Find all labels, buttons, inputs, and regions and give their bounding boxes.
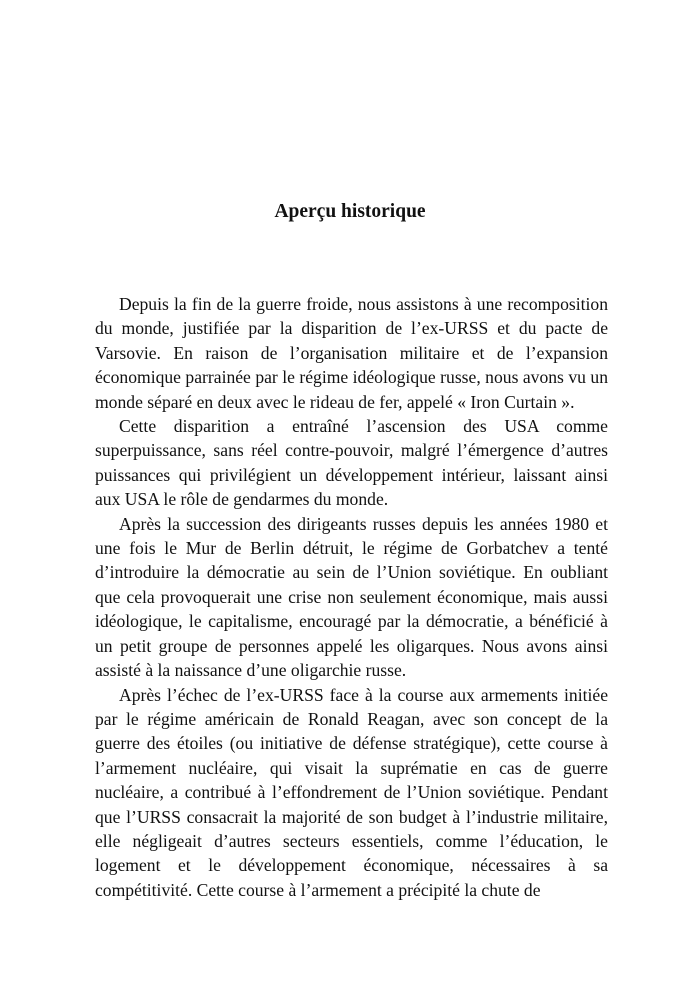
paragraph-2: Cette disparition a entraîné l’ascension des USA comme superpuissance, sans réel contre-pouvoir, malgré l’émergence d’autres puissances qui privilégient un développement intérieur, laissant ainsi aux USA le rôle de gendarmes du monde. xyxy=(95,416,608,510)
paragraph-1: Depuis la fin de la guerre froide, nous assistons à une recomposition du monde, justifiée par la disparition de l’ex-URSS et du pacte de Varsovie. En raison de l’organisation militaire et de l’expansion économique parrainée par le régime idéologique russe, nous avons vu un monde séparé en deux avec le rideau de fer, appelé « Iron Curtain ». xyxy=(95,294,608,412)
page-title: Aperçu historique xyxy=(274,201,426,222)
body-text xyxy=(95,292,608,902)
paragraph-3: Après la succession des dirigeants russes depuis les années 1980 et une fois le Mur de Berlin détruit, le régime de Gorbatchev a tenté d’introduire la démocratie au sein de l’Union soviétique. En oubliant que cela provoquerait une crise non seulement économique, mais aussi idéologique, le capitalisme, encouragé par la démocratie, a bénéficié à un petit groupe de personnes appelé les oligarques. Nous avons ainsi assisté à la naissance d’une oligarchie russe. xyxy=(95,513,608,681)
paragraph-4: Après l’échec de l’ex-URSS face à la course aux armements initiée par le régime américain de Ronald Reagan, avec son concept de la guerre des étoiles (ou initiative de défense stratégique), cette course à l’armement nucléaire, qui visait la suprématie en cas de guerre nucléaire, a contribué à l’effondrement de l’Union soviétique. Pendant que l’URSS consacrait la majorité de son budget à l’industrie militaire, elle négligeait d’autres secteurs essentiels, comme l’éducation, le logement et le développement économique, nécessaires à sa compétitivité. Cette course à l’armement a précipité la chute de xyxy=(95,684,608,900)
